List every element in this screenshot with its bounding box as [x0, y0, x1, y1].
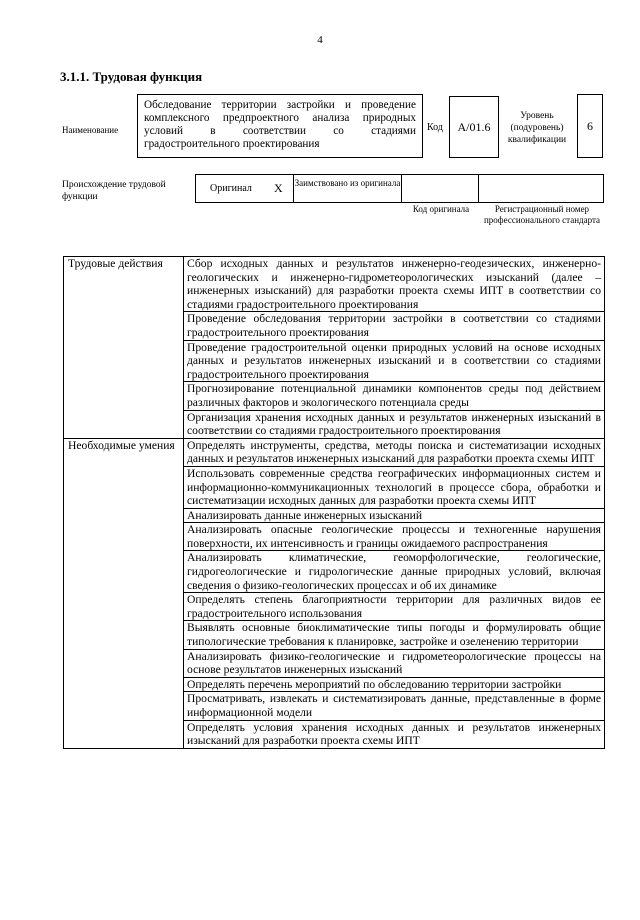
level-label: Уровень (подуровень) квалификации: [507, 111, 567, 145]
page-number: 4: [317, 34, 323, 46]
action-item: Проведение градостроительной оценки природных условий на основе исходных данных и результатов инженерных изысканий и в соответствии со стадиями градостроительного проектирования: [184, 340, 605, 382]
skill-item: Просматривать, извлекать и систематизировать данные, представленные в форме информационной модели: [184, 692, 605, 720]
code-original-caption: Код оригинала: [412, 204, 470, 214]
skills-header: Необходимые умения: [64, 438, 184, 748]
skill-item: Анализировать опасные геологические процессы и техногенные нарушения поверхности, их интенсивность и границы ожидаемого распространения: [184, 523, 605, 551]
skill-item: Анализировать климатические, геоморфологические, геологические, гидрогеологические и гидрологические данные природных условий, включая сведения о физико-геологических процессах и об их динамике: [184, 551, 605, 593]
original-cell: [196, 175, 294, 202]
skill-item: Определять перечень мероприятий по обследованию территории застройки: [184, 677, 605, 692]
original-label: Оригинал: [210, 183, 252, 194]
origin-label: Происхождение трудовой функции: [62, 180, 166, 202]
labor-function-table: [63, 256, 605, 749]
skill-item: Выявлять основные биоклиматические типы погоды и формулировать общие типологические требования к планировке, застройке и озеленению территории: [184, 621, 605, 649]
level-value-box: 6: [577, 94, 603, 158]
action-item: Организация хранения исходных данных и результатов инженерных изысканий в соответствии со стадиями градостроительного проектирования: [184, 410, 605, 438]
action-item: Проведение обследования территории застройки в соответствии со стадиями градостроительного проектирования: [184, 312, 605, 340]
action-item: Прогнозирование потенциальной динамики компонентов среды под действием различных факторов и экологического потенциала среды: [184, 382, 605, 410]
skill-item: Определять инструменты, средства, методы поиска и систематизации исходных данных и результатов инженерных изысканий для разработки проекта схемы ИПТ: [184, 438, 605, 466]
code-value-box: А/01.6: [449, 96, 499, 158]
skill-item: Анализировать данные инженерных изысканий: [184, 508, 605, 523]
function-name-box: Обследование территории застройки и проведение комплексного предпроектного анализа природных условий в соответствии со стадиями градостроительного проектирования: [137, 94, 423, 158]
skill-item: Анализировать физико-геологические и гидрометеорологические процессы на основе результатов инженерных изысканий: [184, 649, 605, 677]
actions-header: Трудовые действия: [64, 257, 184, 439]
reg-number-caption: Регистрационный номер профессионального стандарта: [483, 204, 601, 225]
section-title: 3.1.1. Трудовая функция: [60, 69, 203, 84]
borrowed-cell: Заимствовано из оригинала: [294, 175, 402, 202]
name-label: Наименование: [62, 125, 119, 135]
action-item: Сбор исходных данных и результатов инженерно-геодезических, инженерно-геологических и инженерно-гидрометеорологических изысканий (далее – инженерных изысканий) для разработки проекта схемы ИПТ в соответствии со стадиями градостроительного проектирования: [184, 257, 605, 312]
skill-item: Определять степень благоприятности территории для различных видов ее градостроительного использования: [184, 593, 605, 621]
original-mark: X: [274, 181, 283, 195]
code-label: Код: [427, 122, 443, 133]
skill-item: Определять условия хранения исходных данных и результатов инженерных изысканий для разработки проекта схемы ИПТ: [184, 720, 605, 748]
reg-number-cell: [479, 175, 603, 202]
skill-item: Использовать современные средства географических информационных систем и информационно-коммуникационных технологий в процессе сбора, обработки и систематизации исходных данных для разработки проекта схемы ИПТ: [184, 466, 605, 508]
table-row: [64, 438, 605, 466]
orig-code-cell: [402, 175, 479, 202]
table-row: [64, 257, 605, 312]
origin-row: [195, 174, 604, 203]
